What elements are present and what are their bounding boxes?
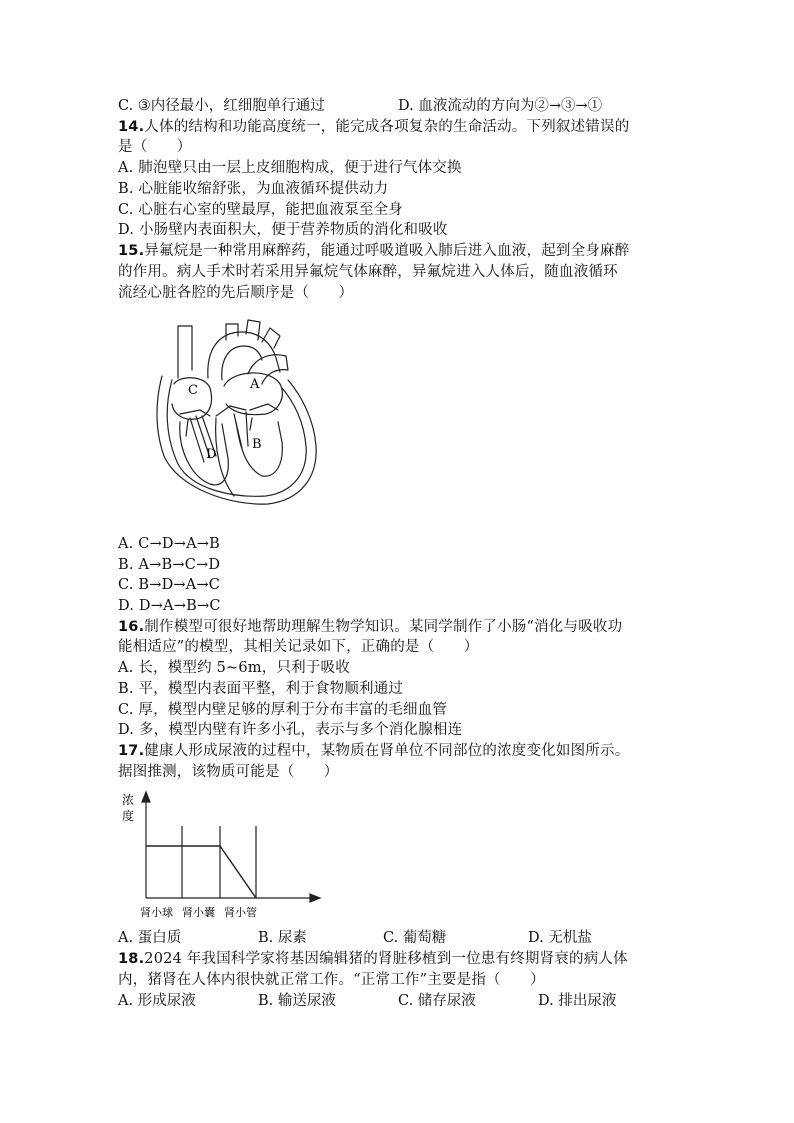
q15-option-b: B. A→B→C→D [118, 557, 221, 573]
q15-option-a: A. C→D→A→B [118, 536, 220, 552]
x-label-glomerulus: 肾小球 [140, 906, 173, 919]
q18-stem-line2: 内，猪肾在人体内很快就正常工作。“正常工作”主要是指（ ） [118, 972, 545, 988]
q18-option-d: D. 排出尿液 [538, 993, 617, 1009]
q16-number: 16. [118, 619, 145, 635]
heart-label-d: D [206, 447, 217, 462]
y-label-bottom: 度 [122, 809, 135, 823]
q14-option-d: D. 小肠壁内表面积大，便于营养物质的消化和吸收 [118, 222, 448, 238]
heart-diagram [150, 318, 330, 518]
q16-option-b: B. 平，模型内表面平整，利于食物顺利通过 [118, 681, 404, 697]
q15-stem-line2: 的作用。病人手术时若采用异氟烷气体麻醉，异氟烷进入人体后，随血液循环 [118, 264, 618, 280]
concentration-chart [116, 788, 326, 923]
x-label-tubule: 肾小管 [224, 906, 257, 919]
heart-label-c: C [188, 383, 198, 398]
q18-stem-text1: 2024 年我国科学家将基因编辑猪的肾脏移植到一位患有终期肾衰的病人体 [144, 951, 628, 967]
q17-stem-text1: 健康人形成尿液的过程中，某物质在肾单位不同部位的浓度变化如图所示。 [144, 743, 630, 759]
q15-option-c: C. B→D→A→C [118, 577, 221, 593]
q14-option-b: B. 心脏能收缩舒张，为血液循环提供动力 [118, 181, 389, 197]
q14-option-c: C. 心脏右心室的壁最厚，能把血液泵至全身 [118, 202, 403, 218]
x-axis-arrow [310, 894, 320, 902]
q17-option-a: A. 蛋白质 [118, 930, 182, 946]
q15-option-d: D. D→A→B→C [118, 598, 221, 614]
q15-stem-text1: 异氟烷是一种常用麻醉药，能通过呼吸道吸入肺后进入血液，起到全身麻醉 [144, 243, 630, 259]
q15-stem-line3: 流经心脏各腔的先后顺序是（ ） [118, 285, 354, 301]
q17-option-b: B. 尿素 [258, 930, 307, 946]
q14-option-a: A. 肺泡壁只由一层上皮细胞构成，便于进行气体交换 [118, 160, 462, 176]
q17-stem-line2: 据图推测，该物质可能是（ ） [118, 764, 339, 780]
q17-option-d: D. 无机盐 [528, 930, 592, 946]
q17-stem-line1 [118, 741, 629, 761]
q18-stem-line1 [118, 949, 628, 969]
q14-stem-line2: 是（ ） [118, 139, 192, 155]
q14-stem-text1: 人体的结构和功能高度统一，能完成各项复杂的生命活动。下列叙述错误的 [144, 119, 630, 135]
q15-number: 15. [118, 243, 145, 259]
q18-option-a: A. 形成尿液 [118, 993, 196, 1009]
q13-option-d: D. 血液流动的方向为②→③→① [398, 98, 603, 114]
q15-stem-line1 [118, 241, 629, 261]
q18-number: 18. [118, 951, 145, 967]
q14-number: 14. [118, 119, 145, 135]
y-axis-arrow [142, 792, 150, 802]
q17-number: 17. [118, 743, 145, 759]
x-label-capsule: 肾小囊 [182, 906, 215, 919]
q16-stem-text1: 制作模型可很好地帮助理解生物学知识。某同学制作了小肠“消化与吸收功 [144, 619, 623, 635]
q18-option-c: C. 储存尿液 [398, 993, 476, 1009]
heart-label-b: B [252, 437, 262, 452]
heart-label-a: A [250, 377, 260, 392]
q14-stem-line1 [118, 117, 629, 137]
concentration-series-line [146, 846, 256, 898]
y-label-top: 浓 [122, 793, 135, 807]
q16-stem-line1 [118, 617, 622, 637]
q16-stem-line2: 能相适应”的模型，其相关记录如下，正确的是（ ） [118, 639, 479, 655]
q16-option-d: D. 多，模型内壁有许多小孔，表示与多个消化腺相连 [118, 722, 463, 738]
q13-option-c: C. ③内径最小，红细胞单行通过 [118, 98, 325, 114]
q17-option-c: C. 葡萄糖 [383, 930, 447, 946]
q18-option-b: B. 输送尿液 [258, 993, 336, 1009]
q16-option-c: C. 厚，模型内壁足够的厚利于分布丰富的毛细血管 [118, 702, 448, 718]
q16-option-a: A. 长，模型约 5~6m，只利于吸收 [118, 660, 350, 676]
